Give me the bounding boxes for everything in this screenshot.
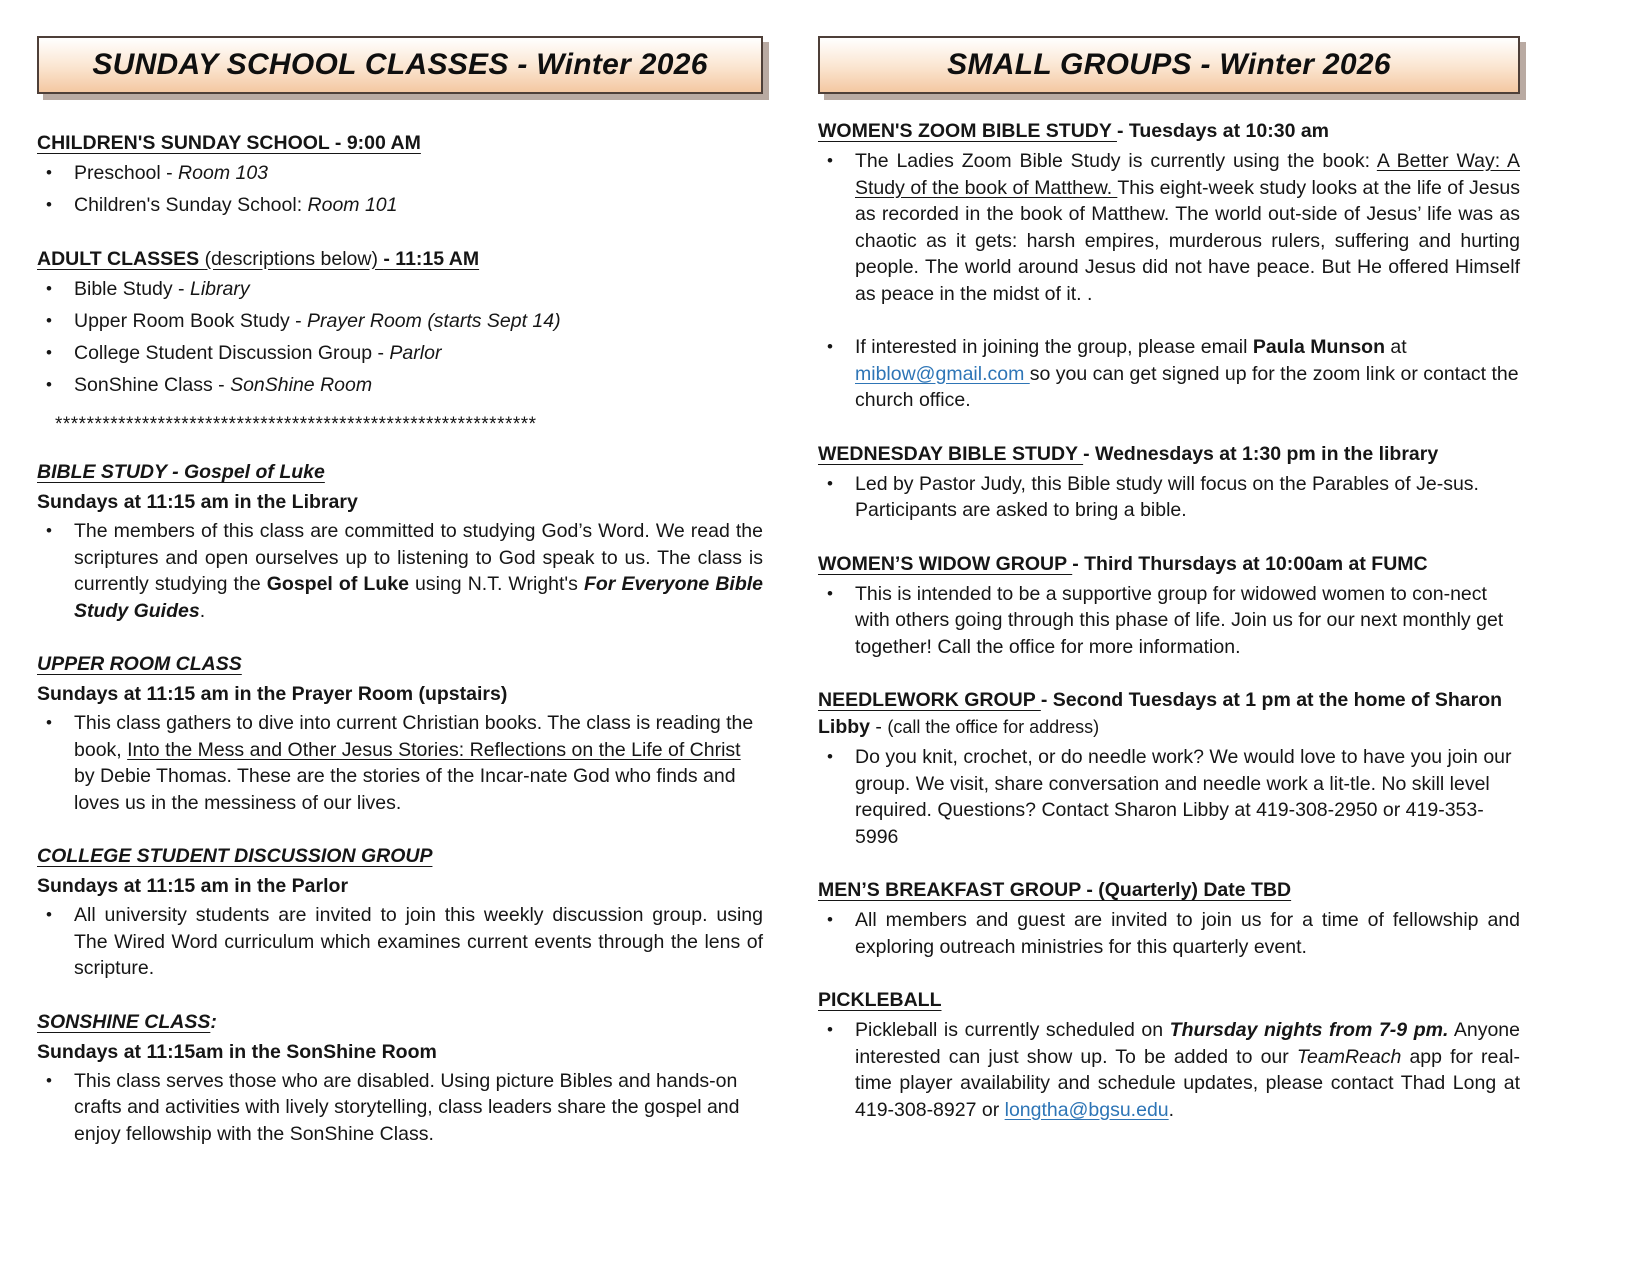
section-mens-breakfast-group	[818, 877, 1520, 960]
text-segment: Upper Room Book Study -	[74, 309, 308, 332]
text-segment: Bible Study -	[74, 277, 190, 300]
text-segment: WOMEN'S ZOOM BIBLE STUDY	[818, 120, 1117, 142]
text-segment: BIBLE STUDY - Gospel of Luke	[37, 461, 325, 483]
text-segment: using N.T. Wright's	[408, 573, 584, 595]
text-segment: - 11:15 AM	[383, 247, 480, 270]
text-segment: - Second Tuesdays at 1 pm at the home of	[1040, 689, 1435, 711]
section-heading	[37, 1009, 763, 1036]
text-segment: SonShine Room	[230, 373, 373, 396]
bullet-text	[74, 902, 763, 982]
text-segment: NEEDLEWORK GROUP	[818, 689, 1041, 711]
section-womens-widow-group	[818, 551, 1520, 661]
text-segment: All university students are invited to join this weekly discussion group. using The Wired Word curriculum which examines current events through the lens of scripture.	[74, 904, 763, 979]
bullet-text	[855, 1017, 1520, 1123]
bullet-icon: •	[46, 521, 52, 540]
bullet-item	[818, 581, 1520, 661]
bullet-icon: •	[46, 342, 52, 362]
text-segment: COLLEGE STUDENT DISCUSSION GROUP	[37, 845, 433, 867]
text-segment: Anyone interested can just show up. To be added to our	[855, 1019, 1521, 1068]
sunday-school-sections	[37, 94, 763, 1147]
section-heading	[818, 441, 1520, 468]
text-segment: The members of this class are committed to studying God’s Word. We read the scriptures and open ourselves up to listening to God speak to us. The class is currently studying the	[74, 520, 763, 595]
bullet-text	[74, 192, 763, 219]
section-womens-zoom-bible-study	[818, 118, 1520, 414]
text-segment: UPPER ROOM CLASS	[37, 653, 242, 675]
bullet-item	[37, 372, 763, 399]
bullet-item	[37, 308, 763, 335]
bullet-item	[818, 1017, 1520, 1123]
text-segment: The Ladies Zoom Bible Study is currently using the book:	[855, 150, 1377, 172]
bullet-text	[74, 308, 763, 335]
bullet-icon: •	[827, 1020, 833, 1039]
text-segment: - Tuesdays at 10:30 am	[1116, 120, 1330, 142]
text-segment: - Wednesdays at 1:30 pm in the library	[1083, 442, 1439, 465]
section-bible-study	[37, 459, 763, 624]
section-subheading	[37, 1039, 763, 1066]
bullet-text	[74, 160, 763, 187]
bullet-text	[74, 340, 763, 367]
section-heading	[37, 843, 763, 870]
bullet-text	[855, 744, 1520, 850]
text-segment: (descriptions below)	[204, 247, 384, 270]
text-segment: WEDNESDAY BIBLE STUDY	[818, 442, 1084, 465]
bullet-item	[818, 907, 1520, 960]
text-segment: Paula Munson	[1252, 336, 1386, 358]
text-segment: by Debie Thomas. These are the stories of the Incar-nate God who finds and loves us in the messiness of our lives.	[74, 765, 736, 814]
text-segment: Sundays at 11:15 am in the Parlor	[37, 875, 349, 897]
bullet-item	[37, 192, 763, 219]
bullet-icon: •	[827, 910, 833, 929]
text-segment: If interested in joining the group, please email	[855, 336, 1253, 358]
text-segment: For Everyone Bible Study Guides	[74, 573, 764, 622]
bullet-item	[37, 340, 763, 367]
text-segment: WOMEN’S WIDOW GROUP	[818, 552, 1073, 575]
text-segment: A Better Way: A Study of the book of Matthew.	[855, 150, 1520, 199]
section-heading	[37, 246, 763, 273]
bullet-item	[818, 744, 1520, 850]
text-segment: Pickleball is currently scheduled on	[855, 1019, 1170, 1041]
bullet-icon: •	[827, 337, 833, 356]
text-segment: Room 103	[178, 162, 269, 184]
text-segment: Sundays at 11:15am in the SonShine Room	[37, 1040, 437, 1063]
text-segment: .	[199, 599, 206, 622]
section-heading	[818, 987, 1520, 1014]
text-segment: - Third Thursdays at 10:00am at FUMC	[1072, 552, 1428, 575]
text-segment: Prayer Room (starts Sept 14)	[307, 309, 561, 332]
small-groups-banner	[818, 36, 1520, 94]
text-segment: Library	[189, 277, 250, 300]
section-sonshine-class	[37, 1009, 763, 1148]
bullet-icon: •	[827, 583, 833, 603]
bullet-item	[37, 902, 763, 982]
text-segment: This class serves those who are disabled. Using picture Bibles and hands-on crafts and activities with lively storytelling, class leaders share the gospel and enjoy fellowship with the SonShine Class.	[74, 1069, 740, 1145]
asterisk-divider: *************************************************************	[55, 414, 537, 435]
text-segment: (call the office for address)	[887, 717, 1100, 737]
bullet-item	[37, 160, 763, 187]
text-segment: ADULT CLASSES	[37, 247, 205, 270]
email-link[interactable]: longtha@bgsu.edu	[1004, 1098, 1169, 1121]
section-heading	[818, 687, 1520, 741]
sunday-school-banner	[37, 36, 763, 94]
text-segment: Sundays at 11:15 am in the Prayer Room (upstairs)	[37, 683, 508, 705]
bullet-icon: •	[46, 163, 52, 182]
text-segment: College Student Discussion Group -	[74, 341, 390, 364]
text-segment: -	[870, 716, 888, 738]
section-heading	[818, 551, 1520, 578]
text-segment: Thursday nights from 7-9 pm.	[1169, 1019, 1449, 1041]
text-segment: PICKLEBALL	[818, 989, 942, 1011]
bullet-icon: •	[46, 310, 52, 330]
bullet-text	[74, 276, 763, 303]
email-link[interactable]: miblow@gmail.com	[855, 362, 1030, 385]
small-groups-column	[818, 36, 1520, 1123]
bullet-item	[37, 710, 763, 816]
section-heading	[37, 130, 763, 157]
section-childrens-sunday-school	[37, 130, 763, 219]
text-segment: CHILDREN'S SUNDAY SCHOOL - 9:00 AM	[37, 132, 421, 154]
text-segment: so you can get signed up for the zoom link or contact the church office.	[855, 362, 1519, 411]
text-segment: All members and guest are invited to join us for a time of fellowship and exploring outreach ministries for this quarterly event.	[855, 909, 1520, 958]
text-segment: Children's Sunday School:	[74, 194, 308, 216]
text-segment: Parlor	[389, 341, 442, 364]
bullet-text	[855, 334, 1520, 414]
bullet-item	[37, 518, 763, 624]
bullet-text	[855, 471, 1520, 524]
text-segment: :	[210, 1010, 217, 1033]
section-heading	[37, 651, 763, 678]
sunday-school-column	[37, 36, 763, 1147]
text-segment: Do you knit, crochet, or do needle work? We would love to have you join our group. We visit, share conversation and needle work a lit-tle. No skill level required. Questions? Contact Sharon Libby at 419-308-2950 or 419-353-5996	[855, 746, 1512, 848]
bullet-icon: •	[46, 1070, 52, 1090]
section-subheading	[37, 489, 763, 516]
section-heading	[818, 118, 1520, 145]
bullet-text	[74, 1068, 763, 1148]
bullet-item	[37, 1068, 763, 1148]
bullet-icon: •	[46, 374, 52, 394]
bullet-icon: •	[46, 278, 52, 298]
bullet-icon: •	[46, 195, 52, 214]
text-segment: at	[1385, 336, 1407, 358]
text-segment: Sharon Libby	[818, 689, 1503, 738]
section-pickleball	[818, 987, 1520, 1123]
bullet-text	[74, 710, 763, 816]
small-groups-banner-title: SMALL GROUPS - Winter 2026	[947, 48, 1391, 81]
bullet-icon: •	[46, 905, 52, 924]
text-segment: SONSHINE CLASS	[37, 1010, 211, 1033]
text-segment: Into the Mess and Other Jesus Stories: Reflections on the Life of Christ	[127, 738, 741, 761]
text-segment: This class gathers to dive into current Christian books. The class is reading the book,	[74, 712, 754, 761]
text-segment: MEN’S BREAKFAST GROUP - (Quarterly) Date TBD	[818, 879, 1292, 901]
section-subheading	[37, 681, 763, 708]
text-segment: SonShine Class -	[74, 373, 231, 396]
text-segment: This is intended to be a supportive group for widowed women to con-nect with others going through this phase of life. Join us for our next monthly get together! Call the office for more information.	[855, 582, 1504, 658]
section-needlework-group	[818, 687, 1520, 850]
text-segment: Preschool -	[74, 162, 179, 184]
bullet-text	[74, 518, 763, 624]
text-segment: Sundays at 11:15 am in the Library	[37, 491, 358, 513]
section-adult-classes	[37, 246, 763, 399]
text-segment: app for real-time player availability and schedule updates, please contact Thad Long at 419-308-8927 or	[855, 1045, 1520, 1121]
bullet-icon: •	[46, 713, 52, 732]
bullet-item	[37, 276, 763, 303]
bullet-text	[855, 907, 1520, 960]
section-subheading	[37, 873, 763, 900]
bullet-item	[818, 148, 1520, 307]
text-segment: TeamReach	[1296, 1045, 1402, 1068]
bullet-item	[818, 334, 1520, 414]
bullet-icon: •	[827, 151, 833, 170]
small-groups-sections	[818, 94, 1520, 1123]
text-segment: This eight-week study looks at the life of Jesus as recorded in the book of Matthew. The world out-side of Jesus’ life was as chaotic as it gets: harsh empires, murderous rulers, suffering and hurting people. The world around Jesus did not have peace. But He offered Himself as peace in the midst of it. .	[855, 176, 1520, 305]
section-college-student-discussion-group	[37, 843, 763, 982]
text-segment: Room 101	[307, 194, 398, 216]
bullet-item	[818, 471, 1520, 524]
bullet-text	[74, 372, 763, 399]
bullet-text	[855, 581, 1520, 661]
section-upper-room-class	[37, 651, 763, 816]
section-heading	[818, 877, 1520, 904]
text-segment: Led by Pastor Judy, this Bible study will focus on the Parables of Je-sus. Participants are asked to bring a bible.	[855, 472, 1479, 521]
text-segment: .	[1168, 1098, 1175, 1121]
bullet-icon: •	[827, 747, 833, 766]
section-wednesday-bible-study	[818, 441, 1520, 524]
bullet-text	[855, 148, 1520, 307]
section-heading	[37, 459, 763, 486]
sunday-school-banner-title: SUNDAY SCHOOL CLASSES - Winter 2026	[92, 48, 708, 81]
text-segment: Gospel of Luke	[266, 573, 409, 595]
bullet-icon: •	[827, 473, 833, 493]
